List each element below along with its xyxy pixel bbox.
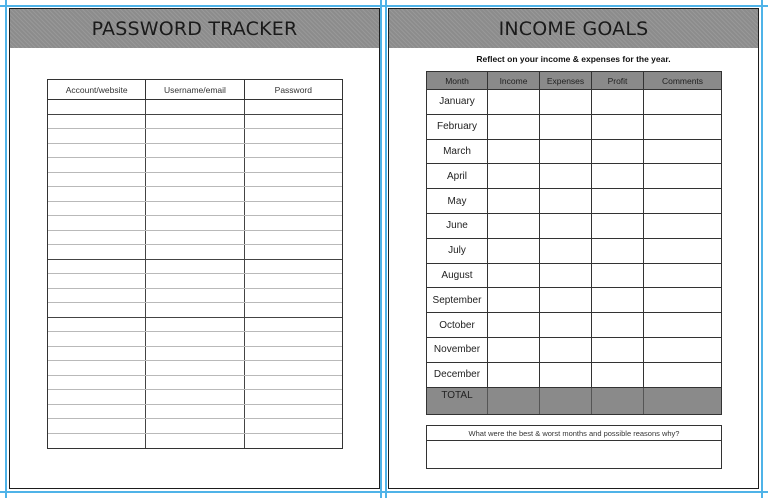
password-cell[interactable] [244, 318, 342, 332]
account-cell[interactable] [48, 173, 145, 187]
username-cell[interactable] [145, 405, 243, 419]
account-cell[interactable] [48, 376, 145, 390]
password-cell[interactable] [244, 115, 342, 129]
username-cell[interactable] [145, 332, 243, 346]
password-cell[interactable] [244, 231, 342, 245]
account-cell[interactable] [48, 216, 145, 230]
password-cell[interactable] [244, 390, 342, 404]
month-row [427, 363, 721, 388]
month-label: June [446, 220, 468, 232]
account-cell[interactable] [48, 361, 145, 375]
income-cell[interactable] [487, 214, 539, 238]
password-tracker-title: PASSWORD TRACKER [10, 9, 379, 48]
month-row [427, 264, 721, 289]
profit-cell[interactable] [591, 313, 643, 337]
total-row [427, 388, 721, 414]
income-cell[interactable] [487, 363, 539, 387]
month-label: April [446, 170, 467, 182]
username-cell[interactable] [145, 144, 243, 158]
comments-cell[interactable] [643, 90, 721, 114]
username-cell[interactable] [145, 100, 243, 114]
username-cell[interactable] [145, 390, 243, 404]
password-tracker-page [9, 8, 380, 489]
account-cell[interactable] [48, 274, 145, 288]
username-cell[interactable] [145, 216, 243, 230]
password-row [48, 361, 342, 376]
account-cell[interactable] [48, 390, 145, 404]
comments-cell[interactable] [643, 140, 721, 164]
password-row [48, 187, 342, 202]
password-cell[interactable] [244, 216, 342, 230]
income-cell[interactable] [487, 239, 539, 263]
username-cell[interactable] [145, 260, 243, 274]
expenses-cell[interactable] [539, 164, 591, 188]
income-cell[interactable] [487, 264, 539, 288]
username-cell[interactable] [145, 187, 243, 201]
income-cell[interactable] [487, 140, 539, 164]
month-label: January [439, 96, 475, 108]
password-row [48, 115, 342, 130]
password-row [48, 434, 342, 449]
password-cell[interactable] [244, 202, 342, 216]
income-cell[interactable] [487, 90, 539, 114]
password-row [48, 260, 342, 275]
income-goals-subtitle: Reflect on your income & expenses for the year. [476, 54, 671, 64]
password-row [48, 274, 342, 289]
username-cell[interactable] [145, 434, 243, 449]
income-cell[interactable] [487, 313, 539, 337]
reflection-question: What were the best & worst months and possible reasons why? [427, 426, 721, 441]
expenses-cell[interactable] [539, 115, 591, 139]
password-row [48, 173, 342, 188]
profit-cell[interactable] [591, 288, 643, 312]
password-table [47, 79, 343, 449]
header-comments: Comments [643, 72, 721, 89]
comments-cell[interactable] [643, 115, 721, 139]
account-cell[interactable] [48, 289, 145, 303]
username-cell[interactable] [145, 419, 243, 433]
header-profit: Profit [591, 72, 643, 89]
header-account-website: Account/website [65, 84, 128, 95]
password-cell[interactable] [244, 361, 342, 375]
month-row [427, 189, 721, 214]
password-cell[interactable] [244, 434, 342, 449]
username-cell[interactable] [145, 289, 243, 303]
income-goals-title: INCOME GOALS [389, 9, 758, 48]
expenses-cell[interactable] [539, 189, 591, 213]
expenses-cell[interactable] [539, 90, 591, 114]
month-label: February [436, 121, 477, 133]
total-label: TOTAL [441, 389, 473, 401]
account-cell[interactable] [48, 318, 145, 332]
month-label: July [448, 245, 466, 257]
profit-cell[interactable] [591, 363, 643, 387]
profit-cell[interactable] [591, 140, 643, 164]
password-cell[interactable] [244, 332, 342, 346]
password-cell[interactable] [244, 100, 342, 114]
password-row [48, 332, 342, 347]
profit-cell[interactable] [591, 90, 643, 114]
income-cell[interactable] [487, 189, 539, 213]
month-label: May [447, 195, 467, 207]
income-cell[interactable] [487, 338, 539, 362]
header-month: Month [445, 75, 469, 86]
account-cell[interactable] [48, 129, 145, 143]
username-cell[interactable] [145, 347, 243, 361]
password-row [48, 231, 342, 246]
income-cell[interactable] [487, 164, 539, 188]
header-username-email: Username/email [145, 80, 243, 99]
comments-cell[interactable] [643, 239, 721, 263]
username-cell[interactable] [145, 115, 243, 129]
password-row [48, 390, 342, 405]
password-cell[interactable] [244, 260, 342, 274]
account-cell[interactable] [48, 332, 145, 346]
total-income-cell[interactable] [487, 388, 539, 414]
password-cell[interactable] [244, 245, 342, 259]
month-label: August [441, 269, 473, 281]
profit-cell[interactable] [591, 214, 643, 238]
username-cell[interactable] [145, 231, 243, 245]
account-cell[interactable] [48, 187, 145, 201]
income-cell[interactable] [487, 115, 539, 139]
account-cell[interactable] [48, 434, 145, 449]
password-cell[interactable] [244, 405, 342, 419]
password-row [48, 303, 342, 318]
password-cell[interactable] [244, 173, 342, 187]
month-row [427, 140, 721, 165]
account-cell[interactable] [48, 405, 145, 419]
month-row [427, 338, 721, 363]
income-cell[interactable] [487, 288, 539, 312]
profit-cell[interactable] [591, 164, 643, 188]
header-expenses: Expenses [539, 72, 591, 89]
account-cell[interactable] [48, 144, 145, 158]
password-table-header [48, 80, 342, 100]
month-row [427, 164, 721, 189]
expenses-cell[interactable] [539, 288, 591, 312]
total-profit-cell[interactable] [591, 388, 643, 414]
month-label: September [432, 294, 482, 306]
username-cell[interactable] [145, 274, 243, 288]
reflection-answer-area[interactable] [427, 441, 721, 469]
password-row [48, 144, 342, 159]
expenses-cell[interactable] [539, 239, 591, 263]
password-row [48, 129, 342, 144]
account-cell[interactable] [48, 419, 145, 433]
account-cell[interactable] [48, 260, 145, 274]
profit-cell[interactable] [591, 239, 643, 263]
comments-cell[interactable] [643, 288, 721, 312]
guide-line-center-right [385, 0, 387, 498]
password-cell[interactable] [244, 303, 342, 317]
username-cell[interactable] [145, 173, 243, 187]
password-row [48, 245, 342, 260]
password-cell[interactable] [244, 158, 342, 172]
guide-line-center-left [380, 0, 382, 498]
month-row [427, 239, 721, 264]
profit-cell[interactable] [591, 189, 643, 213]
password-row [48, 347, 342, 362]
expenses-cell[interactable] [539, 313, 591, 337]
comments-cell[interactable] [643, 214, 721, 238]
account-cell[interactable] [48, 231, 145, 245]
password-cell[interactable] [244, 289, 342, 303]
month-row [427, 214, 721, 239]
guide-line-right [761, 0, 763, 498]
month-label: November [433, 344, 481, 356]
account-cell[interactable] [48, 115, 145, 129]
password-cell[interactable] [244, 347, 342, 361]
month-label: October [439, 319, 475, 331]
comments-cell[interactable] [643, 363, 721, 387]
profit-cell[interactable] [591, 115, 643, 139]
comments-cell[interactable] [643, 264, 721, 288]
month-row [427, 115, 721, 140]
password-cell[interactable] [244, 129, 342, 143]
password-row [48, 289, 342, 304]
expenses-cell[interactable] [539, 264, 591, 288]
username-cell[interactable] [145, 318, 243, 332]
income-goals-page [388, 8, 759, 489]
income-table-header [427, 72, 721, 90]
account-cell[interactable] [48, 347, 145, 361]
password-table-body [48, 100, 342, 448]
expenses-cell[interactable] [539, 338, 591, 362]
reflection-box [426, 425, 722, 469]
profit-cell[interactable] [591, 338, 643, 362]
username-cell[interactable] [145, 361, 243, 375]
account-cell[interactable] [48, 202, 145, 216]
password-cell[interactable] [244, 376, 342, 390]
username-cell[interactable] [145, 202, 243, 216]
comments-cell[interactable] [643, 164, 721, 188]
password-cell[interactable] [244, 187, 342, 201]
expenses-cell[interactable] [539, 214, 591, 238]
password-row [48, 376, 342, 391]
month-row [427, 288, 721, 313]
comments-cell[interactable] [643, 189, 721, 213]
password-row [48, 405, 342, 420]
password-cell[interactable] [244, 144, 342, 158]
expenses-cell[interactable] [539, 140, 591, 164]
month-row [427, 313, 721, 338]
password-row [48, 318, 342, 333]
username-cell[interactable] [145, 376, 243, 390]
username-cell[interactable] [145, 158, 243, 172]
password-row [48, 158, 342, 173]
password-row [48, 100, 342, 115]
username-cell[interactable] [145, 129, 243, 143]
month-row [427, 90, 721, 115]
password-row [48, 202, 342, 217]
account-cell[interactable] [48, 303, 145, 317]
password-cell[interactable] [244, 419, 342, 433]
income-table [426, 71, 722, 415]
guide-line-top [0, 5, 768, 7]
guide-line-bottom [0, 491, 768, 493]
total-comments-cell[interactable] [643, 388, 721, 414]
total-expenses-cell[interactable] [539, 388, 591, 414]
header-password: Password [244, 80, 342, 99]
header-income: Income [487, 72, 539, 89]
comments-cell[interactable] [643, 313, 721, 337]
income-table-body [427, 90, 721, 388]
account-cell[interactable] [48, 100, 145, 114]
expenses-cell[interactable] [539, 363, 591, 387]
password-cell[interactable] [244, 274, 342, 288]
month-label: March [443, 145, 471, 157]
password-row [48, 419, 342, 434]
guide-line-left [5, 0, 7, 498]
comments-cell[interactable] [643, 338, 721, 362]
profit-cell[interactable] [591, 264, 643, 288]
username-cell[interactable] [145, 245, 243, 259]
account-cell[interactable] [48, 158, 145, 172]
password-row [48, 216, 342, 231]
username-cell[interactable] [145, 303, 243, 317]
month-label: December [433, 369, 481, 381]
account-cell[interactable] [48, 245, 145, 259]
